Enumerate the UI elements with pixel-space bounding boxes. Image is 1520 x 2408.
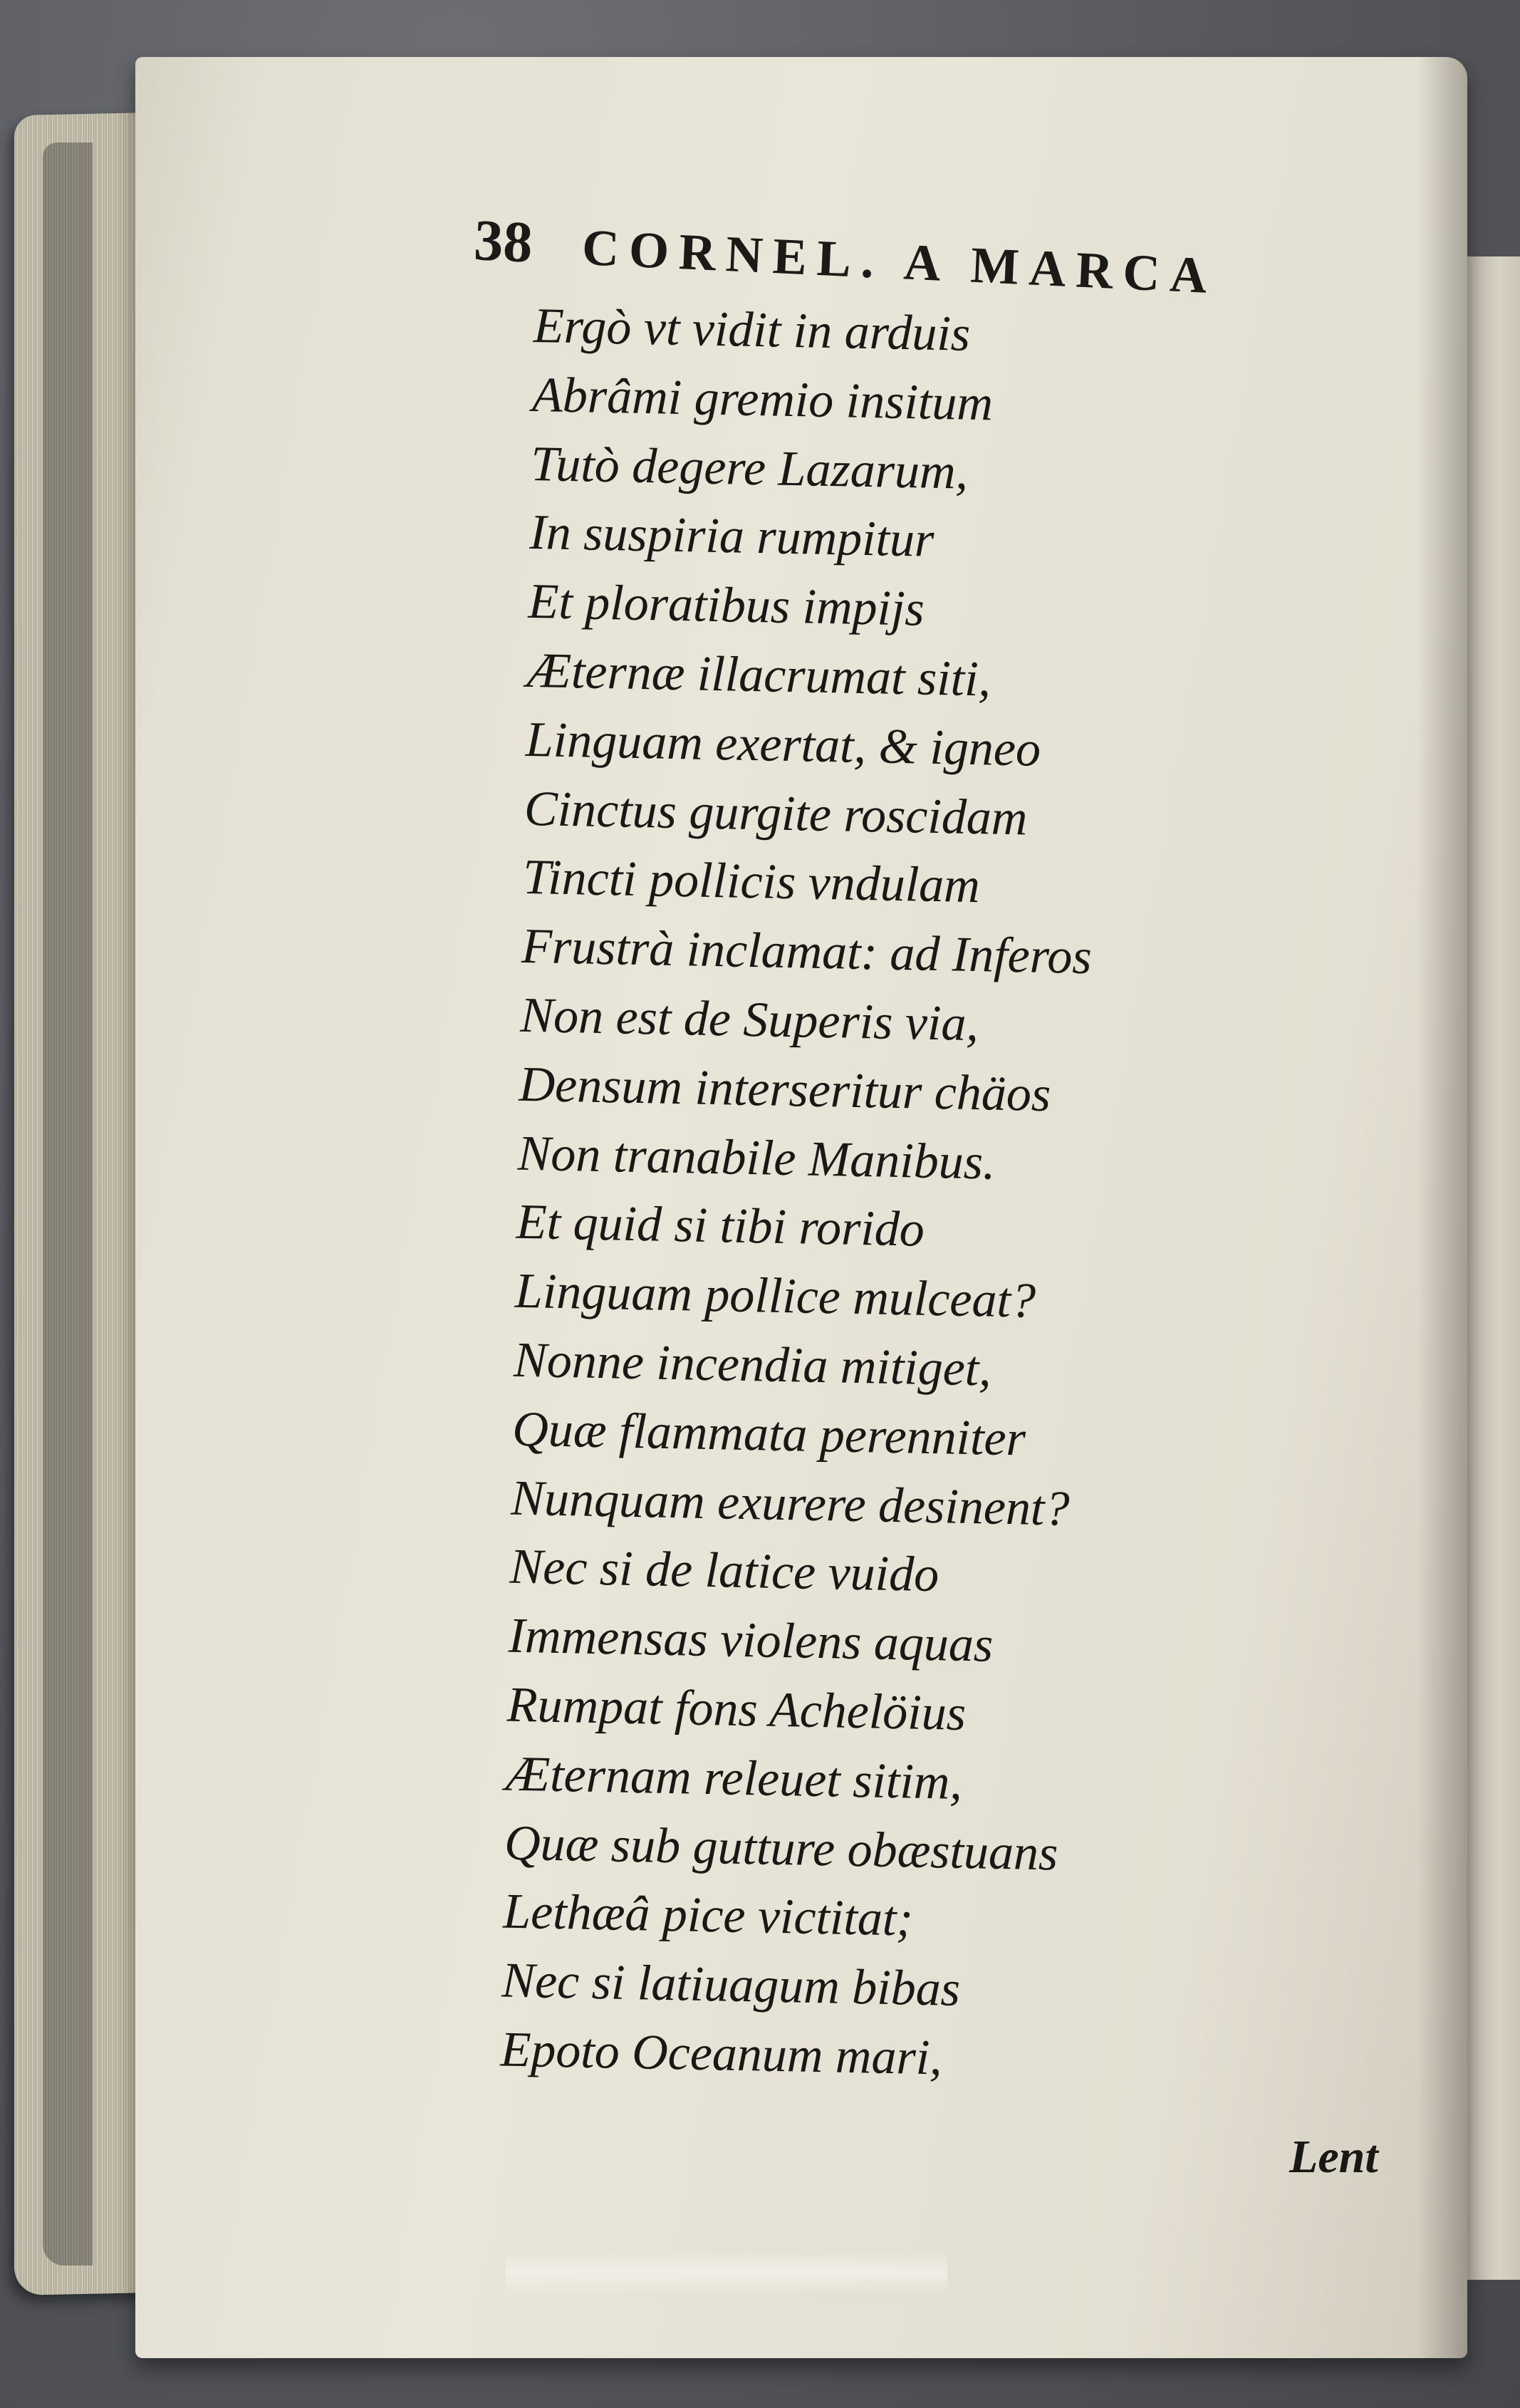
verse-line: In suspiria rumpitur bbox=[529, 505, 935, 569]
verse-line: Et ploratibus impijs bbox=[527, 574, 925, 637]
verse-line: Immensas violens aquas bbox=[508, 1608, 994, 1673]
verse-line: Tutò degere Lazarum, bbox=[530, 436, 969, 500]
paper-highlight-strip bbox=[506, 2251, 947, 2294]
verse-line: Frustrà inclamat: ad Inferos bbox=[521, 919, 1093, 985]
verse-line: Tincti pollicis vndulam bbox=[522, 850, 981, 914]
verse-line: Rumpat fons Achelöius bbox=[506, 1677, 967, 1741]
verse-line: Et quid si tibi rorido bbox=[516, 1195, 925, 1258]
verse-line: Nec si latiuagum bibas bbox=[501, 1953, 961, 2018]
verse-line: Ergò vt vidit in arduis bbox=[533, 298, 971, 362]
verse-line: Nonne incendia mitiget, bbox=[513, 1332, 992, 1397]
catchword: Lent bbox=[1289, 2131, 1378, 2183]
verse-line: Non tranabile Manibus. bbox=[517, 1126, 996, 1190]
verse-line: Quæ flammata perenniter bbox=[511, 1401, 1026, 1467]
page-content bbox=[135, 57, 1467, 2358]
facing-page-edge bbox=[1467, 256, 1520, 2280]
verse-line: Linguam pollice mulceat? bbox=[514, 1263, 1036, 1329]
verse-line: Linguam exertat, & igneo bbox=[525, 712, 1041, 777]
page-number: 38 bbox=[472, 207, 534, 275]
verse-block bbox=[500, 292, 1460, 2102]
verse-line: Nec si de latice vuido bbox=[509, 1540, 939, 1603]
verse-line: Epoto Oceanum mari, bbox=[499, 2022, 943, 2086]
verse-line: Quæ sub gutture obæstuans bbox=[504, 1815, 1059, 1882]
book-page-edges-shadow bbox=[43, 142, 93, 2266]
running-head: CORNEL. A MARCA bbox=[581, 218, 1219, 305]
verse-line: Non est de Superis via, bbox=[519, 987, 979, 1052]
verse-line: Æternam releuet sitim, bbox=[505, 1746, 963, 1810]
verse-line: Densum interseritur chäos bbox=[518, 1057, 1051, 1122]
verse-line: Abrâmi gremio insitum bbox=[531, 367, 994, 432]
verse-line: Lethæâ pice victitat; bbox=[502, 1884, 914, 1947]
verse-line: Nunquam exurere desinent? bbox=[510, 1470, 1071, 1537]
verse-line: Æternæ illacrumat siti, bbox=[526, 643, 991, 707]
book-page bbox=[135, 57, 1467, 2358]
verse-line: Cinctus gurgite roscidam bbox=[524, 781, 1029, 846]
